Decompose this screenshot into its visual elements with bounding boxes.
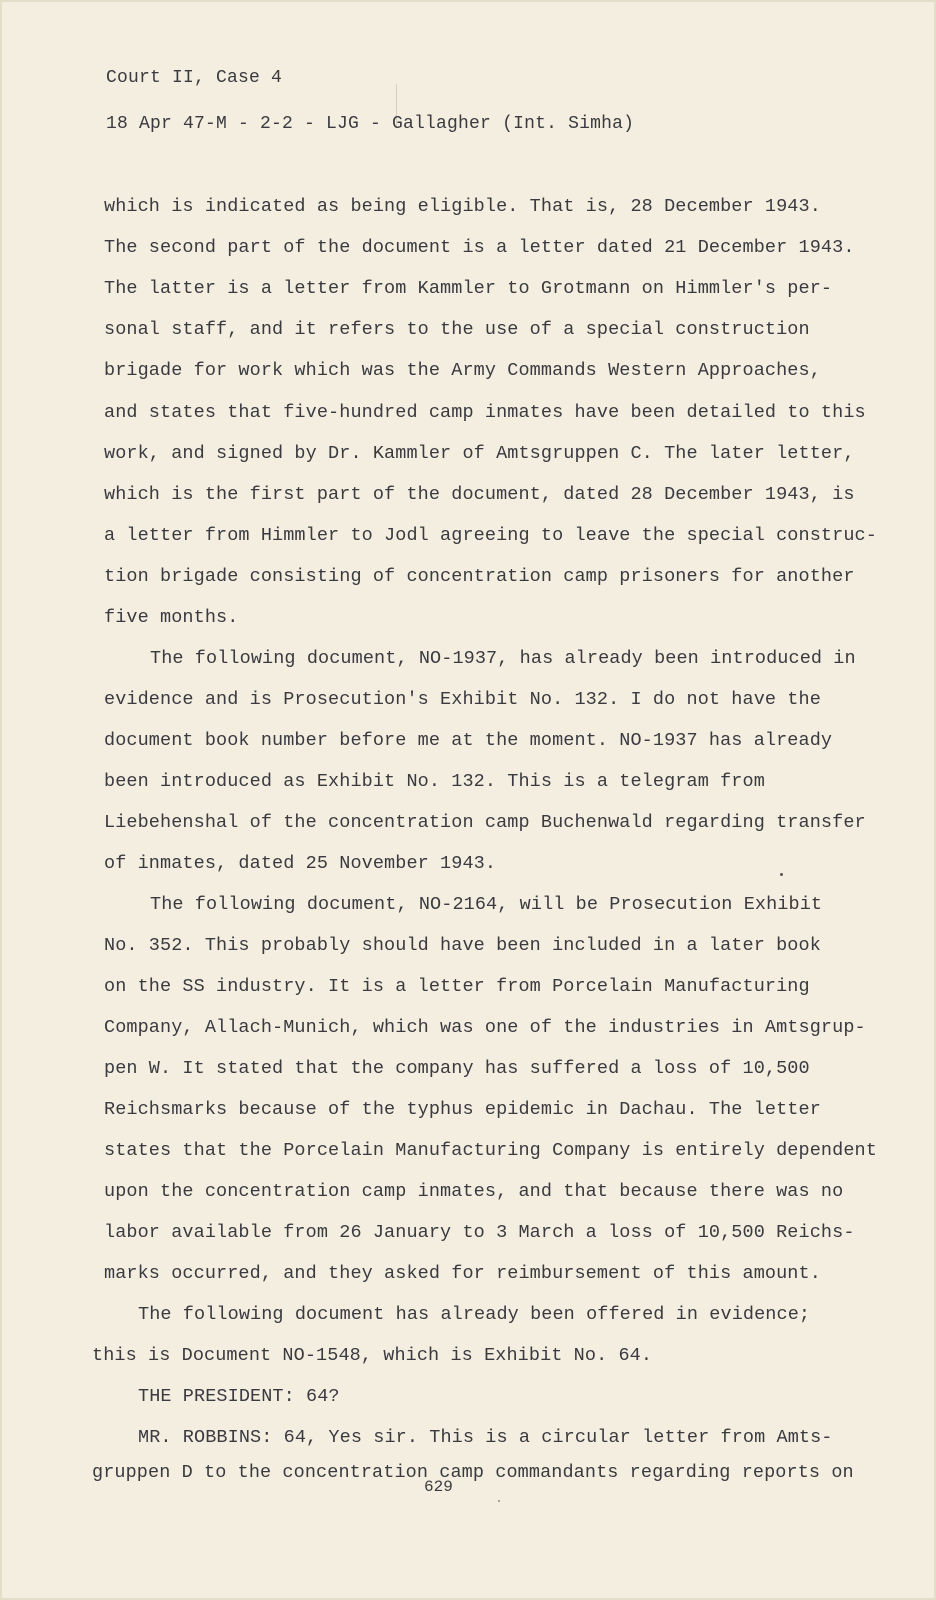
text-line: The latter is a letter from Kammler to Grotmann on Himmler's per- <box>104 278 833 299</box>
text-line: No. 352. This probably should have been included in a later book <box>104 935 821 956</box>
text-line: which is the first part of the document, dated 28 December 1943, is <box>104 484 855 505</box>
text-line: Company, Allach-Munich, which was one of the industries in Amtsgrup- <box>104 1017 866 1038</box>
text-line: Liebehenshal of the concentration camp Buchenwald regarding transfer <box>104 812 866 833</box>
session-info-header: 18 Apr 47-M - 2-2 - LJG - Gallagher (Int. Simha) <box>106 114 635 134</box>
text-line: The second part of the document is a letter dated 21 December 1943. <box>104 237 855 258</box>
text-line: work, and signed by Dr. Kammler of Amtsgruppen C. The later letter, <box>104 443 855 464</box>
text-line: states that the Porcelain Manufacturing Company is entirely dependent <box>104 1140 877 1161</box>
text-line: The following document, NO-1937, has already been introduced in <box>150 648 856 669</box>
text-line: Reichsmarks because of the typhus epidemic in Dachau. The letter <box>104 1099 821 1120</box>
text-line: been introduced as Exhibit No. 132. This is a telegram from <box>104 771 765 792</box>
text-line: labor available from 26 January to 3 March a loss of 10,500 Reichs- <box>104 1222 855 1243</box>
text-line: of inmates, dated 25 November 1943. <box>104 853 497 874</box>
text-line: The following document has already been offered in evidence; <box>138 1304 811 1325</box>
text-line: pen W. It stated that the company has suffered a loss of 10,500 <box>104 1058 810 1079</box>
text-line: on the SS industry. It is a letter from Porcelain Manufacturing <box>104 976 810 997</box>
ink-speck <box>498 1500 500 1502</box>
text-line: and states that five-hundred camp inmates have been detailed to this <box>104 402 866 423</box>
text-line: sonal staff, and it refers to the use of a special construction <box>104 319 810 340</box>
text-line: evidence and is Prosecution's Exhibit No. 132. I do not have the <box>104 689 821 710</box>
text-line: marks occurred, and they asked for reimbursement of this amount. <box>104 1263 821 1284</box>
text-line: The following document, NO-2164, will be Prosecution Exhibit <box>150 894 823 915</box>
text-line: gruppen D to the concentration camp commandants regarding reports on <box>92 1462 854 1483</box>
ink-speck <box>780 873 783 876</box>
text-line: which is indicated as being eligible. That is, 28 December 1943. <box>104 196 821 217</box>
text-line: upon the concentration camp inmates, and that because there was no <box>104 1181 844 1202</box>
text-line: a letter from Himmler to Jodl agreeing to leave the special construc- <box>104 525 877 546</box>
text-line: THE PRESIDENT: 64? <box>138 1386 340 1407</box>
page-number: 629 <box>424 1478 453 1496</box>
text-line: brigade for work which was the Army Commands Western Approaches, <box>104 360 821 381</box>
text-line: tion brigade consisting of concentration camp prisoners for another <box>104 566 855 587</box>
text-line: MR. ROBBINS: 64, Yes sir. This is a circular letter from Amts- <box>138 1427 833 1448</box>
court-case-header: Court II, Case 4 <box>106 68 283 88</box>
text-line: five months. <box>104 607 239 628</box>
text-line: this is Document NO-1548, which is Exhibit No. 64. <box>92 1345 653 1366</box>
text-line: document book number before me at the moment. NO-1937 has already <box>104 730 833 751</box>
